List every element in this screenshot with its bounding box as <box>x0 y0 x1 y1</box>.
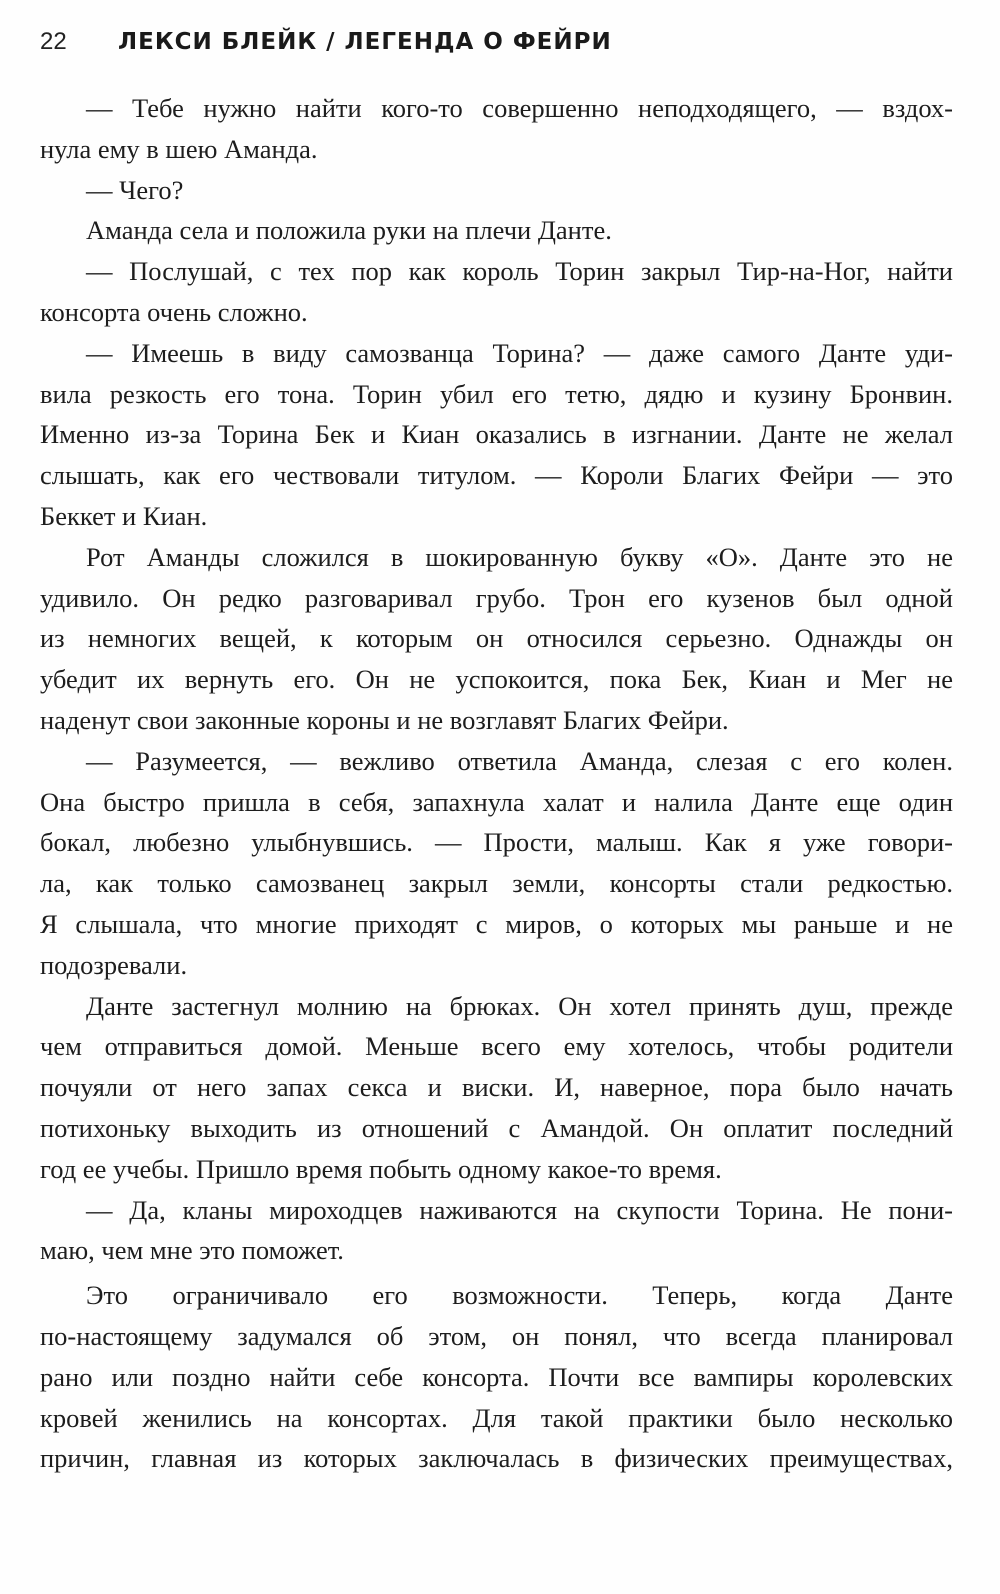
text-line: бокал, любезно улыбнувшись. — Прости, малыш. Как я уже говори- <box>40 827 953 858</box>
text-line: — Имеешь в виду самозванца Торина? — даже самого Данте уди- <box>86 337 953 368</box>
text-line: слышать, как его чествовали титулом. — Короли Благих Фейри — это <box>40 460 953 491</box>
text-line: по-настоящему задумался об этом, он понял, что всегда планировал <box>40 1320 953 1351</box>
text-line: Именно из-за Торина Бек и Киан оказались в изгнании. Данте не желал <box>40 419 953 450</box>
text-line: кровей женились на консортах. Для такой практики было несколько <box>40 1402 953 1433</box>
text-line: наденут свои законные короны и не возглавят Благих Фейри. <box>40 704 729 735</box>
text-line: потихоньку выходить из отношений с Амандой. Он оплатит последний <box>40 1112 953 1143</box>
text-line: подозревали. <box>40 949 188 980</box>
text-line: причин, главная из которых заключалась в физических преимуществах, <box>40 1443 953 1474</box>
text-line: рано или поздно найти себе консорта. Почти все вампиры королевских <box>40 1361 953 1392</box>
page-number: 22 <box>40 28 67 55</box>
text-line: почуяли от него запах секса и виски. И, наверное, пора было начать <box>40 1072 953 1103</box>
text-line: — Тебе нужно найти кого-то совершенно неподходящего, — вздох- <box>86 93 953 123</box>
text-line: — Разумеется, — вежливо ответила Аманда, слезая с его колен. <box>86 745 953 776</box>
text-line: Беккет и Киан. <box>40 500 208 531</box>
running-head <box>40 28 960 68</box>
text-line: — Да, кланы мироходцев наживаются на скупости Торина. Не пони- <box>86 1194 953 1225</box>
text-line: чем отправиться домой. Меньше всего ему хотелось, чтобы родители <box>40 1031 953 1062</box>
text-line: маю, чем мне это поможет. <box>40 1235 344 1266</box>
text-line: Я слышала, что многие приходят с миров, о которых мы раньше и не <box>40 908 953 939</box>
text-line: Данте застегнул молнию на брюках. Он хотел принять душ, прежде <box>86 990 953 1021</box>
text-line: нула ему в шею Аманда. <box>40 133 318 164</box>
body-text <box>40 88 953 1479</box>
running-head-title: ЛЕКСИ БЛЕЙК / ЛЕГЕНДА О ФЕЙРИ <box>118 29 612 55</box>
text-line: удивило. Он редко разговаривал грубо. Трон его кузенов был одной <box>40 582 953 613</box>
text-line: консорта очень сложно. <box>40 296 308 327</box>
text-line: вила резкость его тона. Торин убил его тетю, дядю и кузину Бронвин. <box>40 378 953 409</box>
text-line: Она быстро пришла в себя, запахнула халат и налила Данте еще один <box>40 786 953 817</box>
text-line: — Послушай, с тех пор как король Торин закрыл Тир-на-Ног, найти <box>86 256 953 287</box>
text-line: год ее учебы. Пришло время побыть одному какое-то время. <box>40 1153 722 1184</box>
text-line: — Чего? <box>86 174 184 205</box>
text-line: из немногих вещей, к которым он относился серьезно. Однажды он <box>40 623 953 654</box>
text-line: Аманда села и положила руки на плечи Данте. <box>86 215 612 246</box>
text-line: Это ограничивало его возможности. Теперь, когда Данте <box>86 1280 953 1311</box>
text-line: ла, как только самозванец закрыл земли, консорты стали редкостью. <box>40 868 953 899</box>
text-line: Рот Аманды сложился в шокированную букву «О». Данте это не <box>86 541 953 572</box>
text-line: убедит их вернуть его. Он не успокоится, пока Бек, Киан и Мег не <box>40 664 953 695</box>
